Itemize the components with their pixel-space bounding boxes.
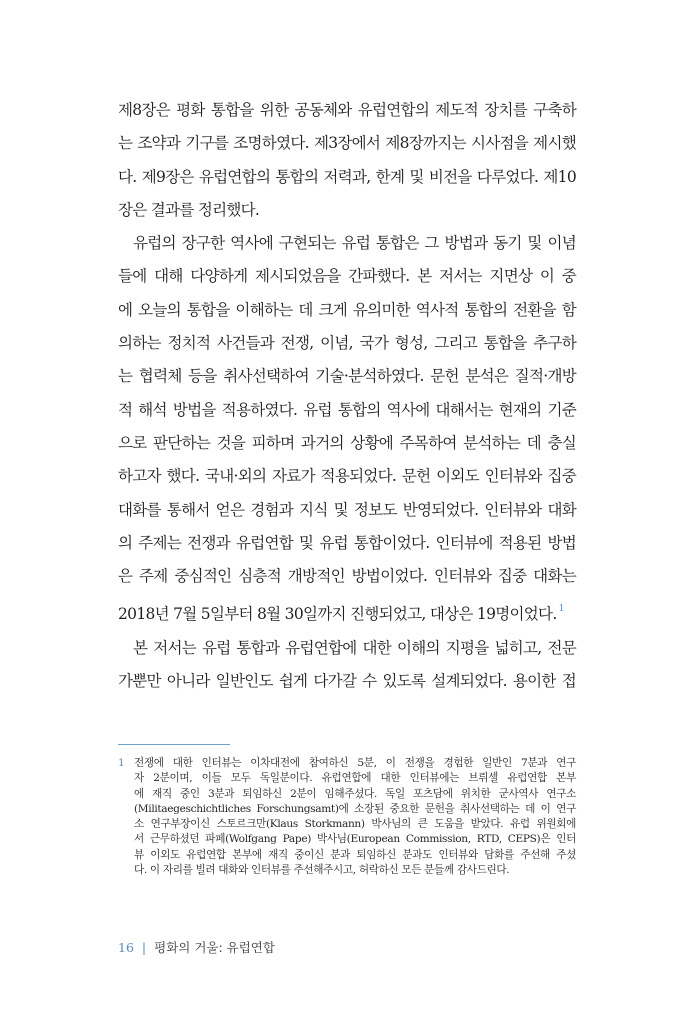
body-line: 2018년 7월 5일부터 8월 30일까지 진행되었고, 대상은 19명이었다. — [118, 605, 557, 624]
footnote-reference[interactable]: 1 — [558, 604, 565, 615]
running-title: 평화의 거울: 유럽연합 — [154, 940, 275, 955]
footnote-line: 소 연구부장이신 스토르크만(Klaus Storkmann) 박사님의 큰 도움을 받았다. 유럽 위원회에 — [134, 818, 576, 831]
body-line: 들에 대해 다양하게 제시되었음을 간파했다. 본 저서는 지면상 이 중 — [118, 267, 576, 286]
footnote-line: (Militaegeschichtliches Forschungsamt)에 소장된 중요한 문헌을 취사선택하는 데 이 연구 — [134, 802, 576, 815]
body-line-with-footnote — [118, 593, 576, 631]
footnote-line: 자 2분이며, 이들 모두 독일분이다. 유럽연합에 대한 인터뷰에는 브뤼셀 유럽연합 본부 — [134, 772, 576, 785]
body-line: 다. 제9장은 유럽연합의 통합의 저력과, 한계 및 비전을 다루었다. 제10 — [118, 167, 576, 186]
body-line: 장은 결과를 정리했다. — [118, 200, 260, 219]
body-line: 는 조약과 기구를 조명하였다. 제3장에서 제8장까지는 시사점을 제시했 — [118, 134, 576, 153]
body-line: 하고자 했다. 국내·외의 자료가 적용되었다. 문헌 이외도 인터뷰와 집중 — [118, 467, 576, 486]
body-line: 제8장은 평화 통합을 위한 공동체와 유럽연합의 제도적 장치를 구축하 — [118, 101, 576, 119]
footnote-line: 다. 이 자리를 빌려 대화와 인터뷰를 주선해주시고, 허락하신 모든 분들께 감사드린다. — [134, 864, 510, 877]
body-line: 은 주제 중심적인 심층적 개방적인 방법이었다. 인터뷰와 집중 대화는 — [118, 567, 576, 586]
body-line: 의 주제는 전쟁과 유럽연합 및 유럽 통합이었다. 인터뷰에 적용된 방법 — [118, 533, 576, 552]
body-line: 의하는 정치적 사건들과 전쟁, 이념, 국가 형성, 그리고 통합을 추구하 — [118, 334, 576, 353]
body-line: 본 저서는 유럽 통합과 유럽연합에 대한 이해의 지평을 넓히고, 전문 — [133, 638, 576, 657]
body-line: 적 해석 방법을 적용하였다. 유럽 통합의 역사에 대해서는 현재의 기준 — [118, 400, 576, 419]
body-line: 가뿐만 아니라 일반인도 쉽게 다가갈 수 있도록 설계되었다. 용이한 접 — [118, 672, 576, 691]
body-line: 는 협력체 등을 취사선택하여 기술·분석하였다. 문헌 분석은 질적·개방 — [118, 367, 576, 386]
footnote-divider — [118, 744, 230, 745]
body-line: 대화를 통해서 얻은 경험과 지식 및 정보도 반영되었다. 인터뷰와 대화 — [118, 500, 576, 519]
body-line: 에 오늘의 통합을 이해하는 데 크게 유의미한 역사적 통합의 전환을 함 — [118, 300, 576, 319]
body-line: 유럽의 장구한 역사에 구현되는 유럽 통합은 그 방법과 동기 및 이념 — [133, 234, 576, 253]
body-line: 으로 판단하는 것을 피하며 과거의 상황에 주목하여 분석하는 데 충실 — [118, 433, 576, 452]
main-body-text — [118, 94, 576, 698]
footnote-number: 1 — [118, 757, 125, 769]
footnote-line: 에 재직 중인 3분과 퇴임하신 2분이 임해주셨다. 독일 포츠담에 위치한 군사역사 연구소 — [134, 787, 576, 800]
footnote — [118, 756, 576, 878]
footnote-line: 전쟁에 대한 인터뷰는 이차대전에 참여하신 5분, 이 전쟁을 경험한 일반인 7분과 연구 — [134, 757, 576, 769]
footer-separator: | — [141, 940, 147, 955]
footnote-line: 뷰 이외도 유럽연합 본부에 재직 중이신 분과 퇴임하신 분과도 인터뷰와 담화를 주선해 주셨 — [134, 848, 576, 861]
footnote-line: 서 근무하셨던 파페(Wolfgang Pape) 박사님(European Commission, RTD, CEPS)은 인터 — [134, 833, 576, 846]
page-number: 16 — [118, 940, 134, 955]
footnote-body — [134, 756, 576, 878]
page-footer — [118, 938, 275, 956]
